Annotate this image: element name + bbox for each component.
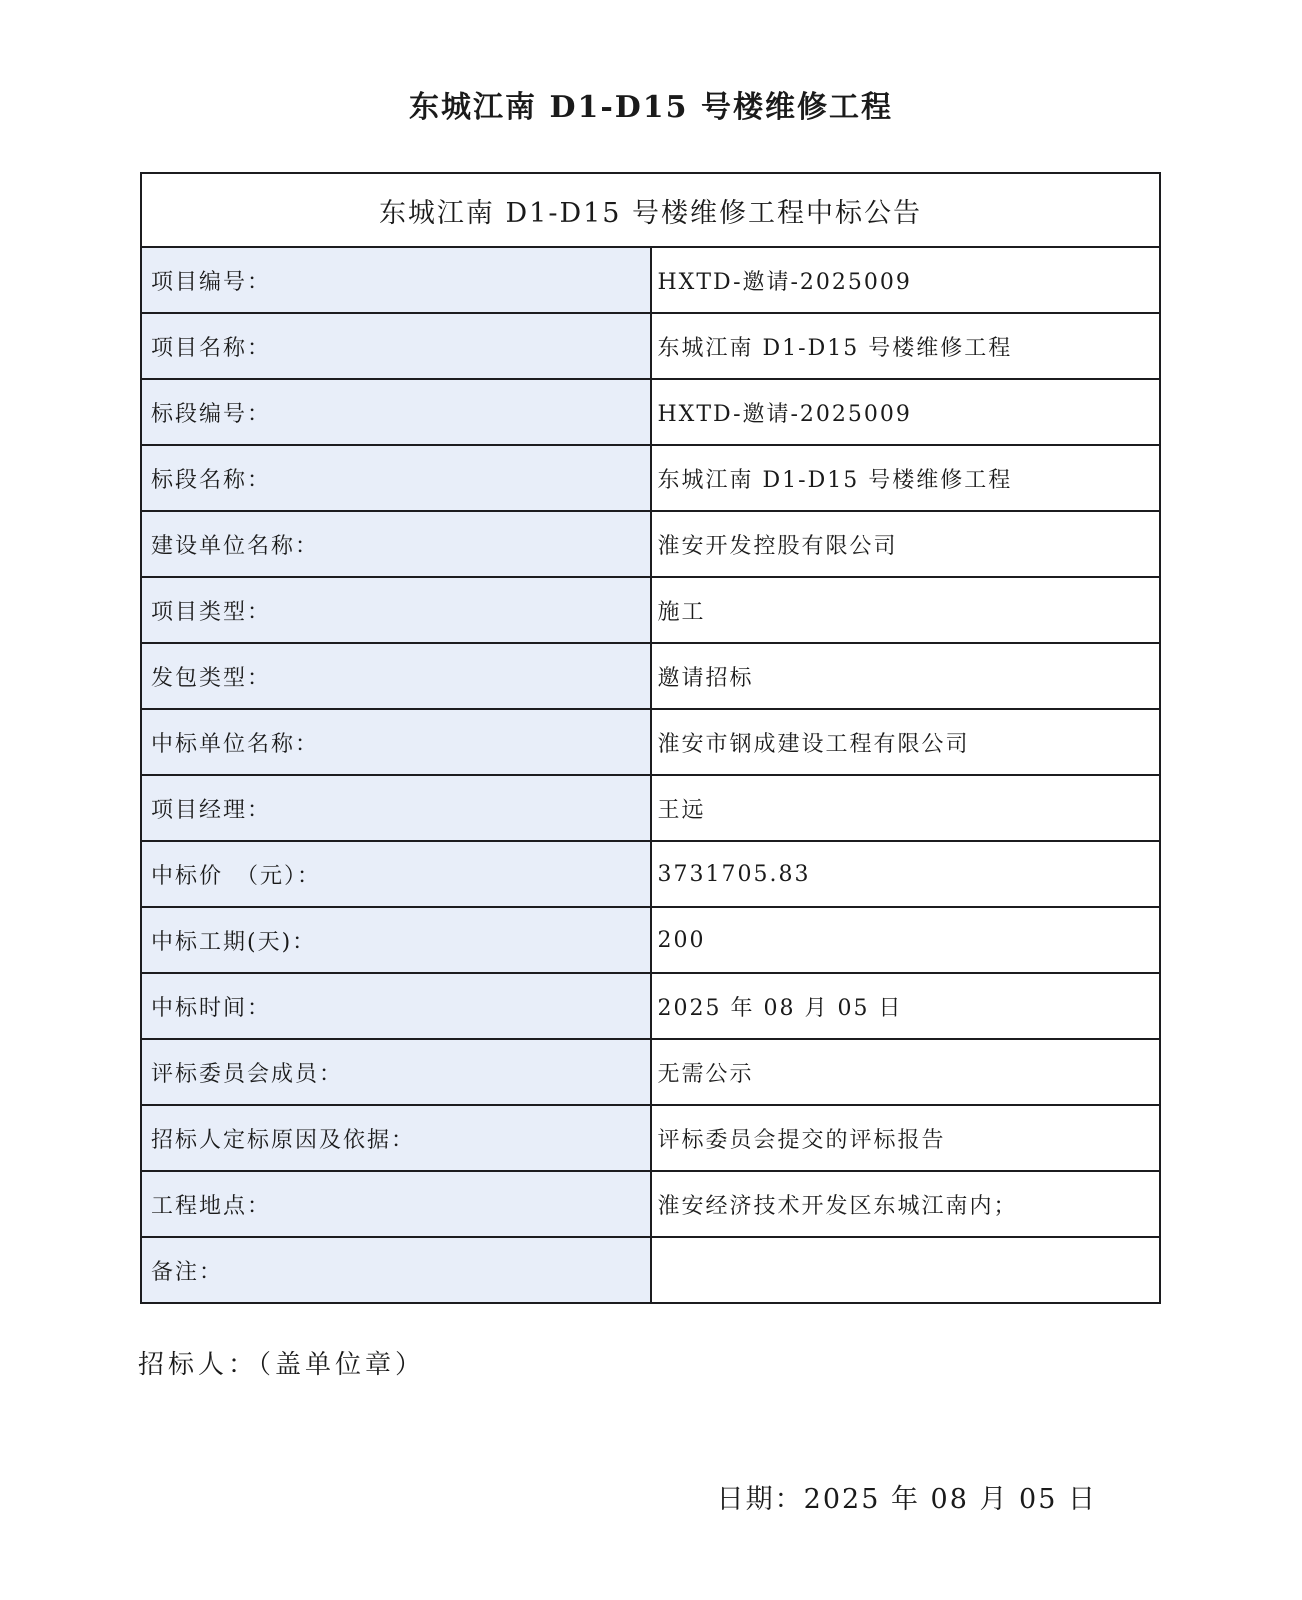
field-value: 淮安开发控股有限公司 — [651, 511, 1161, 577]
table-row-section-name — [141, 445, 1160, 511]
field-label: 标段编号： — [141, 379, 651, 445]
field-value: 施工 — [651, 577, 1161, 643]
field-label: 建设单位名称： — [141, 511, 651, 577]
field-label: 项目类型： — [141, 577, 651, 643]
table-row-project-type — [141, 577, 1160, 643]
field-label: 中标工期(天)： — [141, 907, 651, 973]
field-label: 中标价 （元）： — [141, 841, 651, 907]
field-value: 无需公示 — [651, 1039, 1161, 1105]
bidder-seal-line: 招标人：（盖单位章） — [138, 1350, 426, 1380]
table-row-contracting-type — [141, 643, 1160, 709]
field-label: 备注： — [141, 1237, 651, 1303]
field-value: 3731705.83 — [651, 841, 1161, 907]
field-value — [651, 1237, 1161, 1303]
field-value: 2025 年 08 月 05 日 — [651, 973, 1161, 1039]
field-value: 王远 — [651, 775, 1161, 841]
table-row-project-name — [141, 313, 1160, 379]
field-label: 中标时间： — [141, 973, 651, 1039]
table-row-project-manager — [141, 775, 1160, 841]
field-value: 东城江南 D1-D15 号楼维修工程 — [651, 313, 1161, 379]
field-label: 工程地点： — [141, 1171, 651, 1237]
field-label: 中标单位名称： — [141, 709, 651, 775]
field-value: 评标委员会提交的评标报告 — [651, 1105, 1161, 1171]
table-title: 东城江南 D1-D15 号楼维修工程中标公告 — [141, 173, 1160, 247]
field-value: HXTD-邀请-2025009 — [651, 379, 1161, 445]
field-value: 东城江南 D1-D15 号楼维修工程 — [651, 445, 1161, 511]
table-row-winning-bidder — [141, 709, 1160, 775]
field-label: 评标委员会成员： — [141, 1039, 651, 1105]
field-value: 淮安经济技术开发区东城江南内； — [651, 1171, 1161, 1237]
field-label: 项目名称： — [141, 313, 651, 379]
field-label: 发包类型： — [141, 643, 651, 709]
table-row-winning-time — [141, 973, 1160, 1039]
field-value: HXTD-邀请-2025009 — [651, 247, 1161, 313]
table-row-evaluation-committee — [141, 1039, 1160, 1105]
field-value: 淮安市钢成建设工程有限公司 — [651, 709, 1161, 775]
table-row-award-reason — [141, 1105, 1160, 1171]
table-title-row — [141, 173, 1160, 247]
table-row-section-number — [141, 379, 1160, 445]
table-row-remarks — [141, 1237, 1160, 1303]
announcement-table — [140, 172, 1161, 1304]
field-label: 项目经理： — [141, 775, 651, 841]
table-row-winning-duration — [141, 907, 1160, 973]
field-label: 标段名称： — [141, 445, 651, 511]
field-value: 200 — [651, 907, 1161, 973]
page-title: 东城江南 D1-D15 号楼维修工程 — [409, 90, 893, 125]
field-label: 招标人定标原因及依据： — [141, 1105, 651, 1171]
field-label: 项目编号： — [141, 247, 651, 313]
field-value: 邀请招标 — [651, 643, 1161, 709]
table-row-construction-unit — [141, 511, 1160, 577]
date-line: 日期：2025 年 08 月 05 日 — [716, 1484, 1097, 1515]
table-row-winning-price — [141, 841, 1160, 907]
table-row-project-location — [141, 1171, 1160, 1237]
table-row-project-number — [141, 247, 1160, 313]
